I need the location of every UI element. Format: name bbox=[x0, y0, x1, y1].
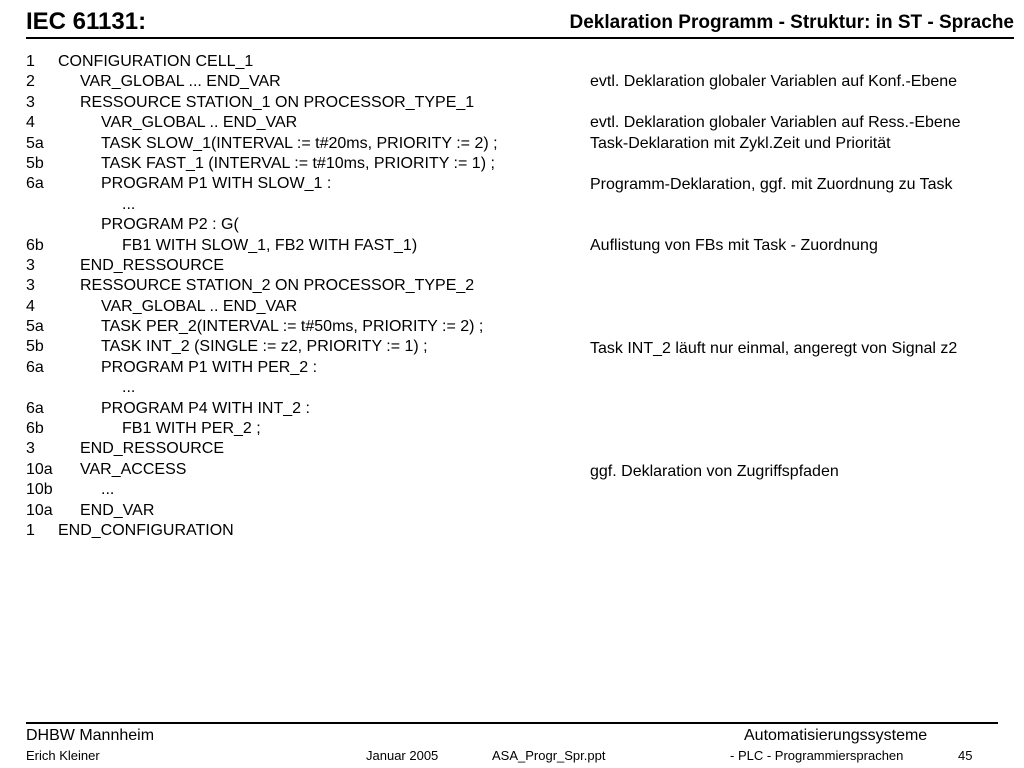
line-text: PROGRAM P1 WITH SLOW_1 : bbox=[101, 175, 332, 193]
line-text: ... bbox=[122, 379, 136, 397]
page-title: IEC 61131: bbox=[26, 8, 147, 35]
footer-filename: ASA_Progr_Spr.ppt bbox=[492, 748, 606, 763]
line-text: TASK INT_2 (SINGLE := z2, PRIORITY := 1) ; bbox=[101, 338, 428, 356]
line-number: 6b bbox=[26, 236, 44, 254]
line-text: END_RESSOURCE bbox=[80, 256, 225, 274]
comment-task-declaration: Task-Deklaration mit Zykl.Zeit und Priorität bbox=[590, 135, 891, 152]
line-text: TASK SLOW_1(INTERVAL := t#20ms, PRIORITY := 2) ; bbox=[101, 134, 498, 152]
code-line bbox=[26, 297, 586, 317]
line-number: 3 bbox=[26, 440, 35, 458]
code-line bbox=[26, 399, 586, 419]
line-text: FB1 WITH SLOW_1, FB2 WITH FAST_1) bbox=[122, 236, 418, 254]
code-line bbox=[26, 236, 586, 256]
code-block bbox=[26, 52, 586, 541]
comment-fb-task-assignment: Auflistung von FBs mit Task - Zuordnung bbox=[590, 237, 878, 254]
line-number: 4 bbox=[26, 114, 35, 132]
line-text: RESSOURCE STATION_1 ON PROCESSOR_TYPE_1 bbox=[80, 93, 475, 111]
line-text: END_VAR bbox=[80, 501, 155, 519]
code-line bbox=[26, 52, 586, 72]
code-line bbox=[26, 256, 586, 276]
footer-date: Januar 2005 bbox=[366, 748, 439, 763]
line-text: CONFIGURATION CELL_1 bbox=[58, 53, 254, 70]
line-text: VAR_GLOBAL .. END_VAR bbox=[101, 297, 298, 315]
footer-subtitle: - PLC - Programmiersprachen bbox=[730, 748, 904, 763]
line-text: ... bbox=[101, 481, 115, 499]
page-number: 45 bbox=[958, 748, 973, 763]
line-number: 10a bbox=[26, 501, 53, 519]
code-line bbox=[26, 419, 586, 439]
code-line bbox=[26, 337, 586, 357]
code-line bbox=[26, 501, 586, 521]
code-line bbox=[26, 358, 586, 378]
line-text: FB1 WITH PER_2 ; bbox=[122, 420, 261, 438]
line-text: PROGRAM P2 : G( bbox=[101, 216, 239, 234]
header-divider bbox=[26, 37, 1014, 39]
code-line bbox=[26, 480, 586, 500]
code-line bbox=[26, 154, 586, 174]
line-text: PROGRAM P4 WITH INT_2 : bbox=[101, 399, 310, 417]
line-number: 6a bbox=[26, 358, 44, 376]
line-number: 5a bbox=[26, 318, 44, 336]
line-text: TASK PER_2(INTERVAL := t#50ms, PRIORITY := 2) ; bbox=[101, 318, 484, 336]
line-text: VAR_GLOBAL .. END_VAR bbox=[101, 114, 298, 132]
code-line bbox=[26, 521, 586, 541]
line-number: 2 bbox=[26, 73, 35, 91]
line-number: 5b bbox=[26, 154, 44, 172]
comment-konf-globals: evtl. Deklaration globaler Variablen auf Konf.-Ebene bbox=[590, 73, 958, 90]
line-text: VAR_GLOBAL ... END_VAR bbox=[80, 73, 281, 91]
code-line bbox=[26, 460, 586, 480]
footer-organization: DHBW Mannheim bbox=[26, 727, 155, 744]
line-text: END_RESSOURCE bbox=[80, 440, 225, 458]
line-text: TASK FAST_1 (INTERVAL := t#10ms, PRIORITY := 1) ; bbox=[101, 154, 495, 172]
line-number: 3 bbox=[26, 256, 35, 274]
line-text: ... bbox=[122, 195, 136, 213]
code-line bbox=[26, 317, 586, 337]
line-number: 5b bbox=[26, 338, 44, 356]
comment-ress-globals: evtl. Deklaration globaler Variablen auf Ress.-Ebene bbox=[590, 114, 961, 131]
code-line bbox=[26, 174, 586, 194]
code-line bbox=[26, 276, 586, 296]
code-line bbox=[26, 378, 586, 398]
footer-divider bbox=[26, 722, 998, 724]
comment-access-paths: ggf. Deklaration von Zugriffspfaden bbox=[590, 463, 839, 480]
line-number: 10a bbox=[26, 460, 53, 478]
line-number: 1 bbox=[26, 521, 35, 539]
comment-program-declaration: Programm-Deklaration, ggf. mit Zuordnung zu Task bbox=[590, 176, 953, 193]
code-line bbox=[26, 215, 586, 235]
line-number: 3 bbox=[26, 93, 35, 111]
line-number: 1 bbox=[26, 53, 35, 70]
line-text: END_CONFIGURATION bbox=[58, 521, 234, 539]
line-number: 10b bbox=[26, 481, 53, 499]
line-number: 5a bbox=[26, 134, 44, 152]
line-text: VAR_ACCESS bbox=[80, 460, 187, 478]
line-number: 3 bbox=[26, 277, 35, 295]
line-number: 4 bbox=[26, 297, 35, 315]
code-line bbox=[26, 439, 586, 459]
slide-subtitle: Deklaration Programm - Struktur: in ST - Sprache bbox=[569, 12, 1014, 33]
footer-course: Automatisierungssysteme bbox=[744, 727, 928, 744]
line-text: RESSOURCE STATION_2 ON PROCESSOR_TYPE_2 bbox=[80, 277, 475, 295]
line-number: 6b bbox=[26, 420, 44, 438]
comment-int2-task: Task INT_2 läuft nur einmal, angeregt von Signal z2 bbox=[590, 340, 958, 357]
code-line bbox=[26, 72, 586, 92]
code-line bbox=[26, 113, 586, 133]
line-number: 6a bbox=[26, 399, 44, 417]
code-line bbox=[26, 134, 586, 154]
code-line bbox=[26, 195, 586, 215]
line-text: PROGRAM P1 WITH PER_2 : bbox=[101, 358, 318, 376]
code-line bbox=[26, 93, 586, 113]
line-number: 6a bbox=[26, 175, 44, 193]
footer-author: Erich Kleiner bbox=[26, 748, 100, 763]
